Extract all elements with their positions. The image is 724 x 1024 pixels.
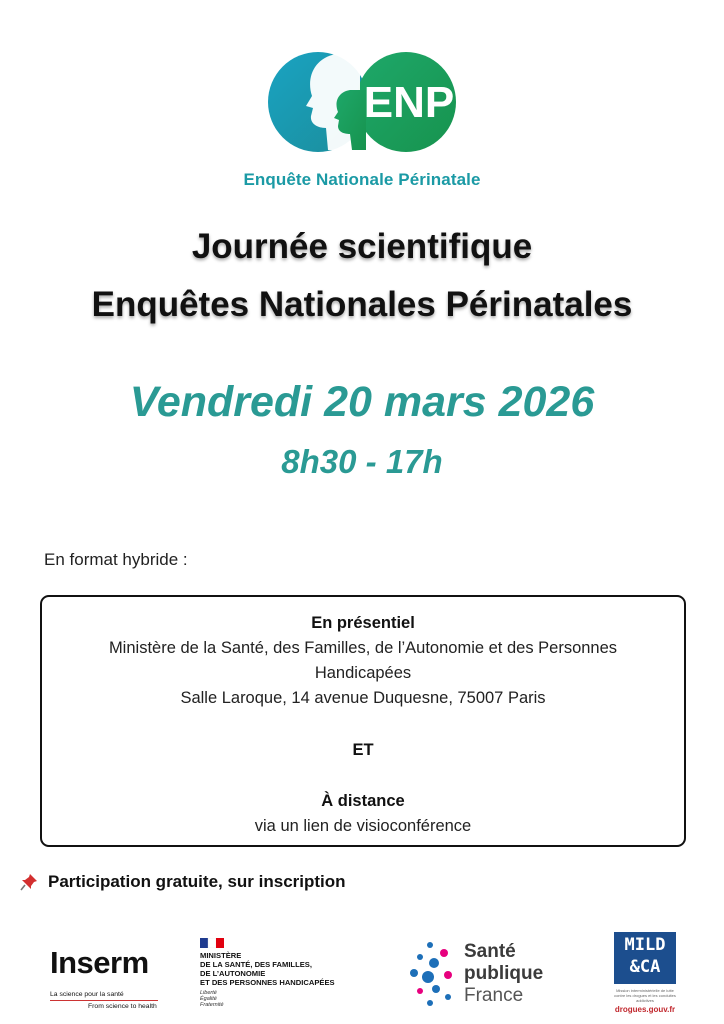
event-details-box xyxy=(40,595,686,847)
mildeca-wordmark xyxy=(614,934,676,978)
remote-line: via un lien de visioconférence xyxy=(254,817,472,835)
spf-dots-icon xyxy=(408,939,460,1009)
logo-acronym: ENP xyxy=(363,78,455,127)
logo-tagline: Enquête Nationale Périnatale xyxy=(243,170,481,189)
ministry-name: MINISTÈRE DE LA SANTÉ, DES FAMILLES, DE L’AUTONOMIE ET DES PERSONNES HANDICAPÉES xyxy=(200,951,335,987)
venue-name-line-2: Handicapées xyxy=(314,664,412,682)
connector-et: ET xyxy=(352,741,374,759)
remote-heading: À distance xyxy=(321,792,405,810)
mildeca-logo xyxy=(610,932,680,1016)
page-title-line-2: Enquêtes Nationales Périnatales xyxy=(91,285,633,324)
ministry-logo xyxy=(200,938,370,1008)
inserm-logo xyxy=(50,945,162,1015)
mildeca-subtitle: Mission interministérielle de lutte contre les drogues et les conduites addictives xyxy=(614,988,676,1003)
inserm-divider xyxy=(50,1000,158,1001)
venue-address: Salle Laroque, 14 avenue Duquesne, 75007 Paris xyxy=(180,689,546,707)
spf-line-1: Santé xyxy=(464,941,516,962)
inserm-wordmark: Inserm xyxy=(50,945,149,980)
event-date: Vendredi 20 mars 2026 xyxy=(129,378,595,426)
pushpin-icon xyxy=(20,873,38,891)
participation-note: Participation gratuite, sur inscription xyxy=(48,872,346,891)
mildeca-line-1: MILD xyxy=(624,935,666,955)
inserm-tagline-en: From science to health xyxy=(88,1003,157,1010)
inserm-tagline-fr: La science pour la santé xyxy=(50,991,124,998)
republic-motto: Liberté Égalité Fraternité xyxy=(200,990,224,1008)
page-title-line-1: Journée scientifique xyxy=(191,227,533,266)
spf-line-2: publique xyxy=(464,963,544,984)
mildeca-url: drogues.gouv.fr xyxy=(614,1005,676,1014)
sante-publique-france-logo xyxy=(408,935,558,1011)
in-person-heading: En présentiel xyxy=(311,614,415,632)
mildeca-line-2: &CA xyxy=(629,957,661,977)
enp-logo xyxy=(266,50,458,154)
venue-name-line-1: Ministère de la Santé, des Familles, de l’Autonomie et des Personnes xyxy=(108,639,618,657)
event-time: 8h30 - 17h xyxy=(281,443,443,480)
spf-line-3: France xyxy=(464,985,524,1006)
marianne-flag-icon xyxy=(200,938,224,948)
format-intro: En format hybride : xyxy=(44,550,188,569)
spf-wordmark xyxy=(464,941,543,1007)
